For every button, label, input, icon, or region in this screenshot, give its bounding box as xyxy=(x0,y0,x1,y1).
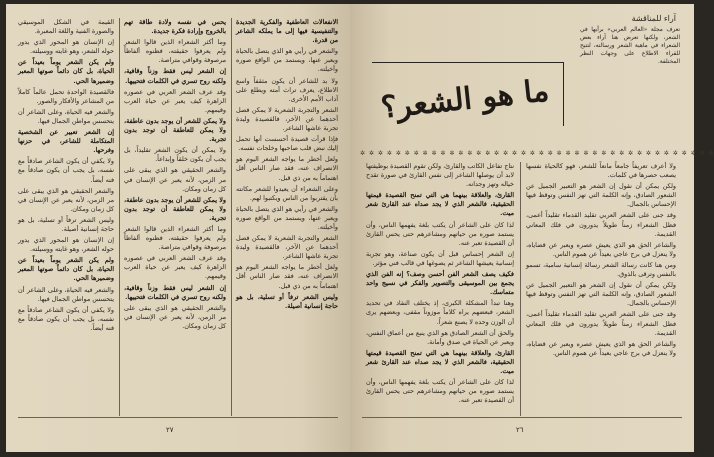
paragraph-bold: ولا يمكن للشعر أن يوجد بدون عاطفة، ولا يمكن للعاطفة أن توجد بدون تجربة. xyxy=(124,195,226,222)
paragraph-bold: فكيف يصف الشعر الفن أحسن وصف؟ إنه الفن الذي يجمع بين الموسيقى والتصوير والفكر في نسيج واحد متماسك. xyxy=(366,270,514,297)
paragraph: وعلى الشعراء أن يعيدوا للشعر مكانته بأن يقتربوا من الناس ويكتبوا لهم. xyxy=(236,184,338,202)
paragraph-bold: إن الشعر ليس فقط وزناً وقافية، ولكنه روح تسري في الكلمات فتحييها. xyxy=(124,283,226,301)
paragraph: وقد عرف الشعر العربي في عصوره الزاهرة كيف يعبر عن حياة العرب وقيمهم. xyxy=(124,87,226,114)
paragraph: إن الإنسان هو المحور الذي يدور حوله الشعر، وهو غايته ووسيلته. xyxy=(18,236,114,254)
paragraph: ولكن يمكن أن نقول إن الشعر هو التعبير الجميل عن الشعور الصادق، وإنه الكلمة التي تهز النفس وتوقظ فيها الإحساس بالجمال. xyxy=(526,182,676,209)
title-frame-top xyxy=(372,62,564,63)
paragraph: والشاعر الحق هو الذي يعيش عصره ويعبر عن قضاياه، ولا ينعزل في برج عاجي بعيداً عن هموم الناس. xyxy=(526,339,676,357)
paragraph: لذا كان على الشاعر أن يكتب بلغة يفهمها الناس، وأن يستمد صوره من حياتهم ومشاعرهم حتى يحس القارئ أن القصيدة تعبر عنه. xyxy=(366,220,514,247)
paragraph: والشعر في رأيي هو الذي يتصل بالحياة ويعبر عنها، ويستمد من الواقع صوره وأخيلته. xyxy=(236,47,338,74)
right-page-number: ٢٦ xyxy=(516,426,524,434)
paragraph: الشعر والتجربة الشعرية لا يمكن فصل أحدهما عن الآخر، فالقصيدة وليدة تجربة عاشها الشاعر. xyxy=(236,234,338,261)
column-rule xyxy=(119,18,120,416)
footer-rule xyxy=(18,417,338,418)
paragraph: ولا يكفي أن يكون الشاعر صادقاً مع نفسه، بل يجب أن يكون صادقاً مع فنه أيضاً. xyxy=(18,157,114,184)
paragraph-bold: ولم يكن الشعر يوماً بعيداً عن الحياة، بل كان دائماً صوتها المعبر وضميرها الحي. xyxy=(18,58,114,85)
paragraph-bold: يحس في نفسه ولادة طاقة تهم بالخروج وإرادة فكرة جديدة. xyxy=(124,18,226,36)
paragraph-bold: إن الشعر تعبير عن الشخصية المتكاملة للشاعر، في حزنها وفرحها. xyxy=(18,128,114,155)
title-frame-side xyxy=(563,62,564,126)
paragraph: ولا بد للشاعر أن يكون مثقفاً واسع الاطلاع، يعرف تراث أمته ويطلع على آداب الأمم الأخرى. xyxy=(236,76,338,103)
paragraph: والشعر فيه الحياة، وعلى الشاعر أن يتحسس مواطن الجمال فيها. xyxy=(18,107,114,125)
section-tag: آراء للمناقشة xyxy=(631,14,676,23)
paragraph-bold: ولم يكن الشعر يوماً بعيداً عن الحياة، بل كان دائماً صوتها المعبر وضميرها الحي. xyxy=(18,256,114,283)
paragraph: لذا كان على الشاعر أن يكتب بلغة يفهمها الناس، وأن يستمد صوره من حياتهم ومشاعرهم حتى يحس القارئ أن القصيدة تعبر عنه. xyxy=(366,378,514,405)
column-rule xyxy=(231,18,232,416)
right-page xyxy=(350,4,714,452)
paragraph: ولعل أخطر ما يواجه الشعر اليوم هو الانصراف عنه، فقد صار الناس أقل اهتماماً به من ذي قبل. xyxy=(236,263,338,290)
paragraph: وما أكثر الشعراء الذين قالوا الشعر ولم يعرفوا حقيقته، فظنوه ألفاظاً مرصوفة وقوافي متراصة. xyxy=(124,38,226,65)
left-column-a xyxy=(236,18,338,414)
left-column-c xyxy=(18,18,114,414)
left-page-number: ٢٧ xyxy=(166,426,174,434)
intro-text: تعرف مجلة «العالم العربي» برأيها في الشعر، ولكنها تعرض هنا آراء بعض الشعراء في ماهية الشعر ورسالته، لتتيح للقراء الاطلاع على وجهات النظر المختلفة. xyxy=(580,27,680,65)
paragraph-bold: القارئ، والعلاقة بينهما هي التي تمنح القصيدة قيمتها الحقيقية، فالشعر الذي لا يجد صداه عند القارئ شعر ميت. xyxy=(366,348,514,375)
paragraph: وقد جنى على الشعر العربي تقليد القدماء تقليداً أعمى، فظل الشعراء زمناً طويلاً يدورون في فلك المعاني القديمة. xyxy=(526,310,676,337)
footer-rule xyxy=(362,417,682,418)
paragraph-bold: إن الشعر ليس فقط وزناً وقافية، ولكنه روح تسري في الكلمات فتحييها. xyxy=(124,67,226,85)
right-column-b xyxy=(526,162,676,414)
right-column-a xyxy=(366,162,514,414)
paragraph: وما أكثر الشعراء الذين قالوا الشعر ولم يعرفوا حقيقته، فظنوه ألفاظاً مرصوفة وقوافي متراصة. xyxy=(124,224,226,252)
paragraph: والشاعر الحق هو الذي يعيش عصره ويعبر عن قضاياه، ولا ينعزل في برج عاجي بعيداً عن هموم الناس. xyxy=(526,240,676,258)
ornament-divider: ✲ ✲ ✲ ✲ ✲ ✲ ✲ ✲ ✲ ✲ ✲ ✲ ✲ ✲ ✲ ✲ ✲ ✲ ✲ ✲ ✲ ✲ ✲ ✲ ✲ ✲ ✲ ✲ ✲ ✲ ✲ ✲ ✲ ✲ ✲ ✲ ✲ ✲ ✲ ✲ xyxy=(360,150,714,157)
paragraph: ولا يمكن أن يكون الشعر تقليداً، بل يجب أن يكون خلقاً وإبداعاً. xyxy=(124,146,226,164)
paragraph: فالقصيدة الواحدة تحمل عالماً كاملاً من المشاعر والأفكار والصور. xyxy=(18,87,114,105)
paragraph: الشعر والتجربة الشعرية لا يمكن فصل أحدهما عن الآخر، فالقصيدة وليدة تجربة عاشها الشاعر. xyxy=(236,105,338,133)
left-column-b xyxy=(124,18,226,414)
left-page xyxy=(6,4,350,452)
paragraph: ومن هنا كانت رسالة الشعر رسالة إنسانية سامية، تسمو بالنفس وترقى بالذوق. xyxy=(526,260,676,279)
paragraph: والشعر فيه الحياة، وعلى الشاعر أن يتحسس مواطن الجمال فيها. xyxy=(18,285,114,303)
paragraph: إن الشعر إحساس قبل أن يكون صناعة، وهو تجربة إنسانية يعيشها الشاعر ثم يصوغها في قالب فني مؤثر. xyxy=(366,249,514,267)
intro-box xyxy=(580,26,680,65)
paragraph-bold: الانفعالات العاطفية والفكرية الجديدة والتنفيسية فيها إلى ما يملكه الشاعر من قدرة. xyxy=(236,18,338,45)
paragraph: والشعر الحقيقي هو الذي يبقى على مر الزمن، لأنه يعبر عن الإنسان في كل زمان ومكان. xyxy=(124,166,226,193)
paragraph: وقد عرف الشعر العربي في عصوره الزاهرة كيف يعبر عن حياة العرب وقيمهم. xyxy=(124,254,226,281)
article-title: ما هو الشعر؟ xyxy=(379,73,551,126)
magazine-spread xyxy=(6,4,714,452)
paragraph: والشعر الحقيقي هو الذي يبقى على مر الزمن، لأنه يعبر عن الإنسان في كل زمان ومكان. xyxy=(18,186,114,213)
paragraph: والشعر الحقيقي هو الذي يبقى على مر الزمن، لأنه يعبر عن الإنسان في كل زمان ومكان. xyxy=(124,303,226,330)
paragraph: وقد جنى على الشعر العربي تقليد القدماء تقليداً أعمى، فظل الشعراء زمناً طويلاً يدورون في فلك المعاني القديمة. xyxy=(526,211,676,238)
paragraph: القيمة في الشكل الموسيقي والصورة الفنية واللغة المعبرة. xyxy=(18,18,114,36)
paragraph: ولا أعرف تعريفاً جامعاً مانعاً للشعر، فهو كالحياة نفسها يصعب حصرها في كلمات. xyxy=(526,162,676,180)
paragraph: ولا يكفي أن يكون الشاعر صادقاً مع نفسه، بل يجب أن يكون صادقاً مع فنه أيضاً. xyxy=(18,305,114,332)
paragraph: ولعل أخطر ما يواجه الشعر اليوم هو الانصراف عنه، فقد صار الناس أقل اهتماماً به من ذي قبل. xyxy=(236,155,338,182)
paragraph: نتاج تفاعل الكاتب والقارئ، ولكن تقوم القصيدة بوظيفتها لابد أن يوصلها الشاعر إلى نفس القارئ في صورة تقدح خياله وتهز وجدانه. xyxy=(366,162,514,189)
paragraph: والشعر في رأيي هو الذي يتصل بالحياة ويعبر عنها، ويستمد من الواقع صوره وأخيلته. xyxy=(236,204,338,231)
paragraph: وهنا تبدأ المشكلة الكبرى، إذ يختلف النقاد في تحديد الشعر، فبعضهم يراه كلاماً موزوناً مقفى، وبعضهم يرى أن الوزن وحده لا يصنع شعراً. xyxy=(366,299,514,326)
paragraph: وليس الشعر ترفاً أو تسلية، بل هو حاجة إنسانية أصيلة. xyxy=(18,215,114,233)
paragraph: ولكن يمكن أن نقول إن الشعر هو التعبير الجميل عن الشعور الصادق، وإنه الكلمة التي تهز النفس وتوقظ فيها الإحساس بالجمال. xyxy=(526,281,676,308)
paragraph-bold: ولا يمكن للشعر أن يوجد بدون عاطفة، ولا يمكن للعاطفة أن توجد بدون تجربة. xyxy=(124,116,226,144)
column-rule xyxy=(520,162,521,416)
paragraph: إن الإنسان هو المحور الذي يدور حوله الشعر، وهو غايته ووسيلته. xyxy=(18,38,114,56)
paragraph-bold: وليس الشعر ترفاً أو تسلية، بل هو حاجة إنسانية أصيلة. xyxy=(236,292,338,310)
title-box xyxy=(368,44,580,152)
paragraph: والحق أن الشعر الصادق هو الذي ينبع من أعماق النفس، ويعبر عن الحياة في صدق وأمانة. xyxy=(366,328,514,346)
paragraph: فإذا قرأت قصيدة أحسست أنها تحمل إليك نبض قلب صاحبها وخلجات نفسه. xyxy=(236,135,338,153)
paragraph-bold: القارئ، والعلاقة بينهما هي التي تمنح القصيدة قيمتها الحقيقية، فالشعر الذي لا يجد صداه عند القارئ شعر ميت. xyxy=(366,191,514,218)
